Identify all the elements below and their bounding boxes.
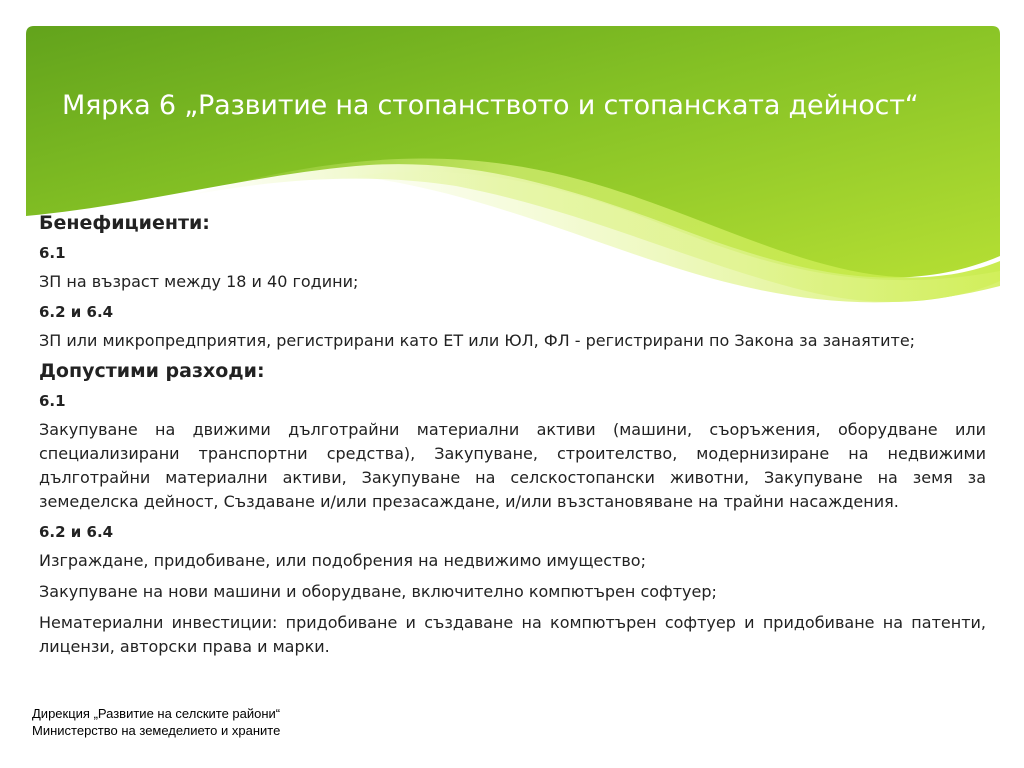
beneficiaries-heading: Бенефициенти: — [39, 212, 210, 234]
expenses-line-3: Нематериални инвестиции: придобиване и създаване на компютърен софтуер и придобиване на патенти, лицензи, авторски права и марки. — [39, 613, 986, 656]
footer-directorate: Дирекция „Развитие на селските райони“ — [32, 706, 281, 721]
slide-content — [39, 210, 986, 666]
expenses-heading: Допустими разходи: — [39, 360, 265, 382]
beneficiaries-label-6-1: 6.1 — [39, 244, 66, 262]
beneficiaries-text-6-1: ЗП на възраст между 18 и 40 години; — [39, 272, 359, 291]
footer-ministry: Министерство на земеделието и храните — [32, 723, 281, 738]
expenses-line-2: Закупуване на нови машини и оборудване, включително компютърен софтуер; — [39, 582, 717, 601]
expenses-line-1: Изграждане, придобиване, или подобрения на недвижимо имущество; — [39, 551, 646, 570]
expenses-label-6-1: 6.1 — [39, 392, 66, 410]
expenses-text-6-1: Закупуване на движими дълготрайни материални активи (машини, съоръжения, оборудване или специализирани транспортни средства), Закупуване, строителство, модернизиране на недвижими дълготрайни материални активи, Закупуване на селскостопански животни, Закупуване на земя за земеделска дейност, Създаване и/или презасаждане, и/или възстановяване на трайни насаждения. — [39, 420, 986, 511]
beneficiaries-label-6-2-6-4: 6.2 и 6.4 — [39, 303, 114, 321]
beneficiaries-text-6-2-6-4: ЗП или микропредприятия, регистрирани като ЕТ или ЮЛ, ФЛ - регистрирани по Закона за занаятите; — [39, 331, 916, 350]
footer — [32, 705, 280, 739]
slide-title: Мярка 6 „Развитие на стопанството и стопанската дейност“ — [62, 90, 919, 121]
expenses-label-6-2-6-4: 6.2 и 6.4 — [39, 523, 114, 541]
